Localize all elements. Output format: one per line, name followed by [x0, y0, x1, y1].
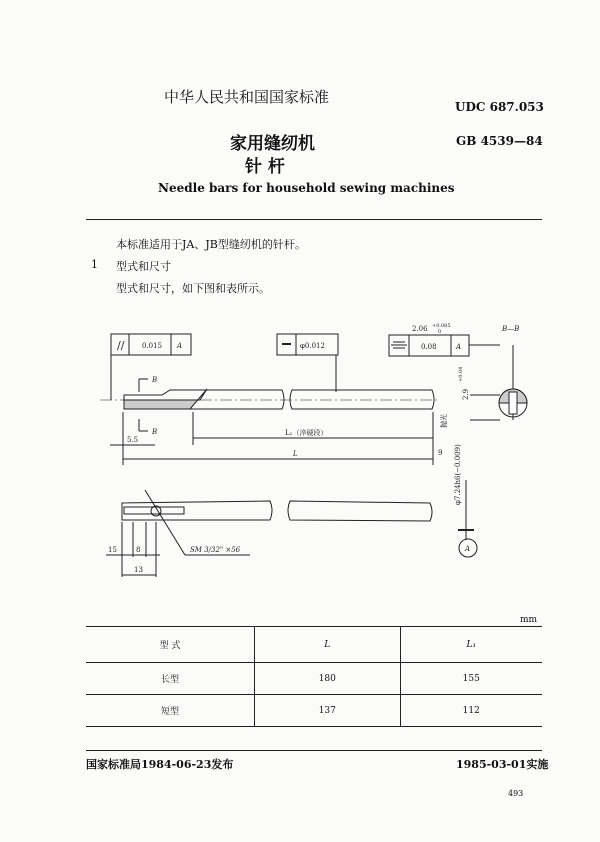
svg-text:0: 0 — [438, 329, 442, 335]
issued-date: 国家标准局1984-06-23发布 — [86, 758, 234, 771]
title-cn-2: 针 杆 — [245, 157, 285, 177]
parallel-icon: // — [117, 339, 125, 352]
svg-text:+0.04: +0.04 — [458, 366, 464, 382]
section-label: B—B — [502, 325, 520, 333]
l1-dimension: L₁（淬硬段） — [285, 429, 328, 437]
table-header-row: 型 式 L L₁ — [86, 627, 542, 663]
table-row: 长型 180 155 — [86, 663, 542, 695]
unit-label: mm — [520, 615, 538, 625]
svg-text:A: A — [177, 342, 183, 350]
udc-code: UDC 687.053 — [455, 100, 544, 114]
section-title: 型式和尺寸 — [116, 260, 171, 273]
diameter-dim: φ7.24h6(−0.009) — [454, 444, 462, 505]
svg-text:15: 15 — [108, 546, 117, 554]
title-en: Needle bars for household sewing machines — [158, 181, 455, 195]
effective-date: 1985-03-01实施 — [456, 758, 549, 771]
scope-text: 本标准适用于JA、JB型缝纫机的针杆。 — [116, 238, 306, 251]
svg-text:5.5: 5.5 — [127, 436, 139, 444]
symmetry-tol: 0.08 — [421, 343, 437, 351]
needle-bar-front-view — [122, 501, 272, 520]
standard-code: GB 4539—84 — [456, 134, 543, 148]
svg-text:2.9: 2.9 — [462, 388, 470, 400]
table-row: 短型 137 112 — [86, 695, 542, 727]
svg-text:+0.085: +0.085 — [432, 323, 451, 329]
svg-text:B: B — [152, 428, 158, 436]
parallel-tol: 0.015 — [142, 342, 163, 350]
straightness-tol: φ0.012 — [300, 342, 325, 350]
section-text: 型式和尺寸，如下图和表所示。 — [116, 282, 270, 295]
svg-text:2.06: 2.06 — [412, 325, 428, 333]
footer-divider — [86, 750, 542, 751]
polish-note: 抛光 — [440, 414, 448, 428]
section-number: 1 — [91, 258, 98, 271]
svg-text:13: 13 — [134, 566, 143, 574]
country-standard-heading: 中华人民共和国国家标准 — [164, 88, 330, 106]
svg-text:9: 9 — [438, 449, 443, 457]
svg-text:B: B — [152, 376, 158, 384]
title-cn: 家用缝纫机 — [230, 134, 315, 154]
svg-text:A: A — [456, 343, 462, 351]
svg-text:8: 8 — [136, 546, 141, 554]
page-number: 493 — [508, 789, 524, 798]
l-dimension: L — [293, 450, 298, 458]
hatched-section — [124, 389, 207, 409]
dimensions-table — [86, 626, 542, 727]
svg-text:A: A — [465, 545, 471, 553]
screw-spec: SM 3/32" ×56 — [190, 546, 241, 554]
